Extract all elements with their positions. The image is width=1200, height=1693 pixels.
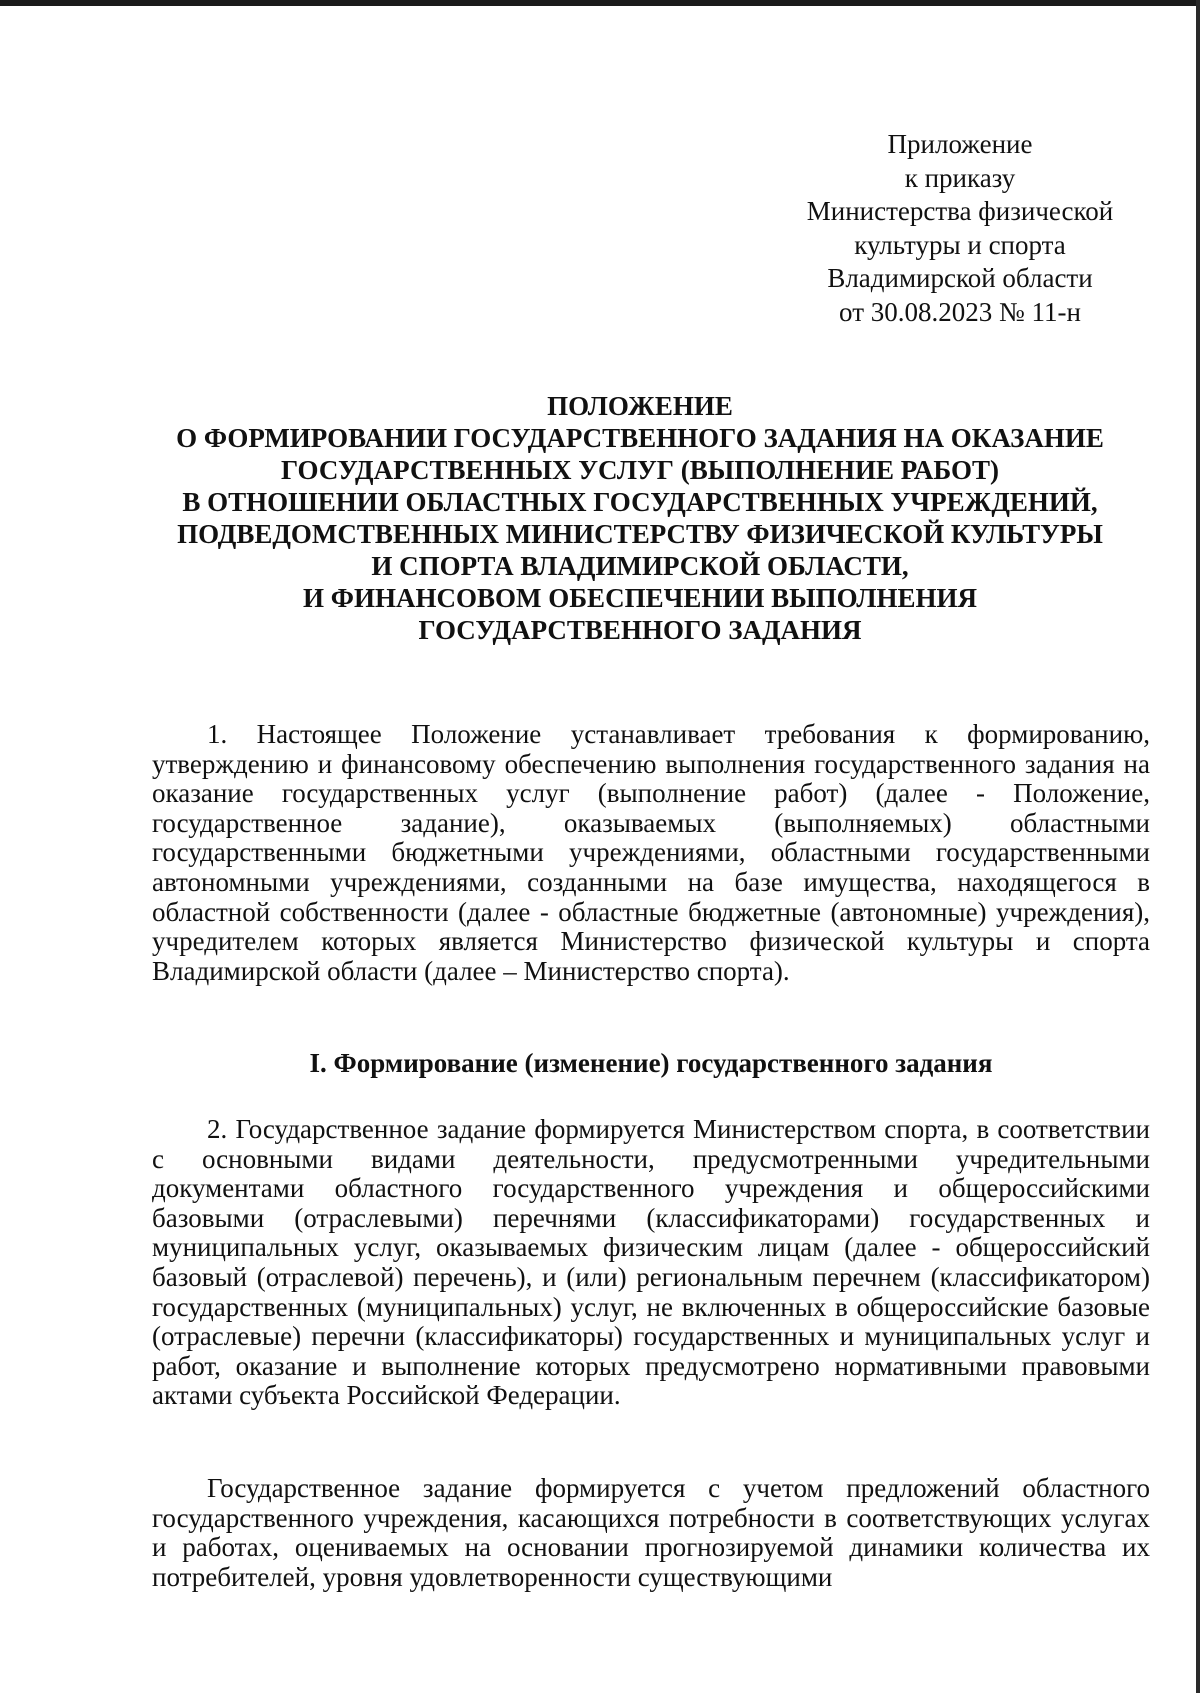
title-line: В ОТНОШЕНИИ ОБЛАСТНЫХ ГОСУДАРСТВЕННЫХ УЧРЕЖДЕНИЙ, — [182, 487, 1098, 517]
paragraph-text: Государственное задание формируется с учетом предложений областного государственного учреждения, касающихся потребности в соответствующих услугах и работах, оцениваемых на основании прогнозируемой динамики количества их потребителей, уровня удовлетворенности существующими — [152, 1473, 1150, 1592]
document-title — [120, 390, 1160, 646]
appendix-line: культуры и спорта — [854, 229, 1066, 260]
appendix-line: Владимирской области — [827, 263, 1093, 293]
title-line: И ФИНАНСОВОМ ОБЕСПЕЧЕНИИ ВЫПОЛНЕНИЯ — [303, 583, 977, 613]
scan-border-right — [1196, 0, 1200, 1693]
section-heading: I. Формирование (изменение) государственного задания — [309, 1048, 993, 1078]
title-line: ПОДВЕДОМСТВЕННЫХ МИНИСТЕРСТВУ ФИЗИЧЕСКОЙ КУЛЬТУРЫ — [177, 519, 1103, 549]
scan-border-top — [0, 0, 1200, 6]
appendix-line: Министерства физической — [806, 196, 1114, 226]
paragraph-text: 2. Государственное задание формируется Министерством спорта, в соответствии с основными видами деятельности, предусмотренными учредительными документами областного государственного учреждения и общероссийскими базовыми (отраслевыми) перечнями (классификаторами) государственных и муниципальных услуг, оказываемых физическим лицам (далее - общероссийский базовый (отраслевой) перечень), и (или) региональным перечнем (классификатором) государственных (муниципальных) услуг, не включенных в общероссийские базовые (отраслевые) перечни (классификаторы) государственных и муниципальных услуг и работ, оказание и выполнение которых предусмотрено нормативными правовыми актами субъекта Российской Федерации. — [152, 1114, 1150, 1411]
appendix-line: от 30.08.2023 № 11-н — [839, 296, 1081, 327]
appendix-line: к приказу — [904, 162, 1016, 193]
paragraph-2 — [152, 1115, 1150, 1411]
title-line: ГОСУДАРСТВЕННОГО ЗАДАНИЯ — [418, 615, 862, 645]
title-line: ПОЛОЖЕНИЕ — [547, 391, 733, 421]
paragraph-3 — [152, 1474, 1150, 1592]
title-line: ГОСУДАРСТВЕННЫХ УСЛУГ (ВЫПОЛНЕНИЕ РАБОТ) — [280, 455, 1000, 485]
paragraph-text: 1. Настоящее Положение устанавливает требования к формированию, утверждению и финансовому обеспечению выполнения государственного задания на оказание государственных услуг (выполнение работ) (далее - Положение, государственное задание), оказываемых (выполняемых) областными государственными бюджетными учреждениями, областными государственными автономными учреждениями, созданными на базе имущества, находящегося в областной собственности (далее - областные бюджетные (автономные) учреждения), учредителем которых является Министерство физической культуры и спорта Владимирской области (далее – Министерство спорта). — [152, 719, 1150, 986]
paragraph-1 — [152, 720, 1150, 986]
title-line: О ФОРМИРОВАНИИ ГОСУДАРСТВЕННОГО ЗАДАНИЯ НА ОКАЗАНИЕ — [176, 423, 1104, 453]
title-line: И СПОРТА ВЛАДИМИРСКОЙ ОБЛАСТИ, — [371, 551, 909, 581]
appendix-header — [760, 128, 1160, 329]
appendix-line: Приложение — [887, 129, 1033, 159]
